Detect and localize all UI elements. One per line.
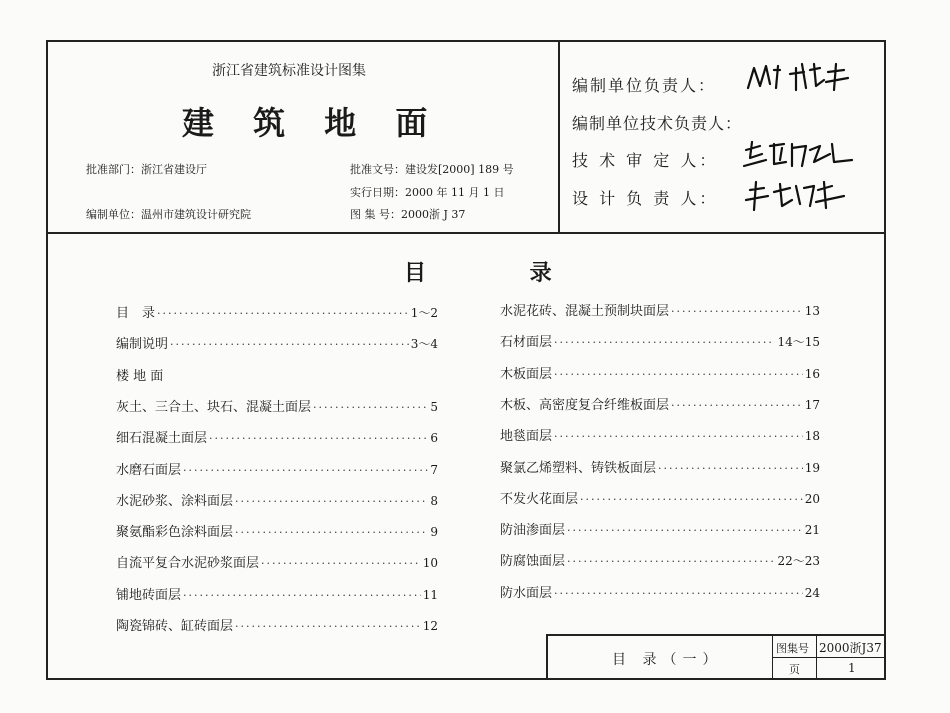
toc-entry-page: 7	[430, 462, 438, 477]
toc-leader-dots	[235, 526, 428, 539]
header-divider	[48, 232, 884, 234]
title-block-hline	[772, 657, 884, 658]
toc-entry-page: 17	[804, 397, 820, 412]
toc-entry	[116, 615, 438, 634]
toc-entry-page: 13	[804, 304, 820, 318]
role-unit-head: 编制单位负责人：	[572, 76, 717, 95]
toc-entry-label: 不发火花面层	[500, 491, 579, 507]
toc-entry-page: 11	[422, 587, 438, 602]
toc-leader-dots	[554, 336, 775, 349]
toc-entry	[500, 300, 820, 319]
toc-entry-label: 防腐蚀面层	[500, 554, 566, 570]
toc-entry-page: 18	[804, 429, 820, 444]
atlas-number: 图 集 号：2000浙 J 37	[350, 208, 466, 221]
toc-leader-dots	[157, 307, 409, 320]
page-title: 建 筑 地 面	[182, 104, 442, 142]
toc-entry-page: 20	[804, 491, 820, 506]
toc-entry	[500, 582, 820, 601]
toc-leader-dots	[658, 462, 803, 475]
toc-entry-label: 自流平复合水泥砂浆面层	[116, 556, 260, 572]
toc-entry-label: 细石混凝土面层	[116, 431, 208, 447]
toc-leader-dots	[567, 524, 803, 537]
toc-entry-page: 14～15	[777, 335, 820, 350]
toc-entry	[500, 519, 820, 538]
signature-unit-head	[740, 58, 860, 98]
series-title: 浙江省建筑标准设计图集	[212, 63, 366, 79]
page-value: 1	[848, 661, 856, 675]
toc-entry-label: 木板面层	[500, 366, 553, 382]
toc-entry	[500, 363, 820, 382]
toc-entry-page: 21	[804, 523, 820, 538]
toc-entry	[500, 488, 820, 507]
toc-entry	[500, 457, 820, 476]
toc-entry-label: 铺地砖面层	[116, 587, 182, 603]
role-tech-head: 编制单位技术负责人：	[572, 114, 743, 133]
toc-entry-label: 水泥花砖、混凝土预制块面层	[500, 304, 670, 319]
sheet-title: 目 录（一）	[612, 652, 723, 668]
toc-entry-label: 石材面层	[500, 335, 553, 351]
toc-leader-dots	[580, 493, 803, 506]
toc-entry-label: 灰土、三合土、块石、混凝土面层	[116, 399, 312, 415]
toc-leader-dots	[671, 305, 803, 318]
toc-entry	[116, 333, 438, 352]
role-reviewer: 技 术 审 定 人：	[572, 151, 719, 170]
toc-leader-dots	[554, 368, 803, 381]
toc-entry-page: 8	[430, 493, 438, 508]
approval-dept: 批准部门：浙江省建设厅	[86, 163, 207, 176]
toc-entry-page: 3～4	[410, 337, 438, 352]
toc-entry-label: 编制说明	[116, 337, 169, 353]
toc-entry	[500, 425, 820, 444]
signature-reviewer	[740, 136, 860, 176]
toc-entry-label: 聚氨酯彩色涂料面层	[116, 525, 234, 541]
toc-entry	[116, 459, 438, 478]
toc-entry-label: 楼 地 面	[116, 368, 164, 384]
toc-leader-dots	[183, 464, 428, 477]
effective-date: 实行日期：2000 年 11 月 1 日	[350, 186, 505, 199]
toc-entry-page: 5	[430, 399, 438, 414]
toc-entry-page: 19	[804, 460, 820, 475]
approval-doc: 批准文号：建设发[2000] 189 号	[350, 163, 514, 176]
toc-leader-dots	[261, 557, 421, 570]
toc-entry-label: 目 录	[116, 306, 156, 321]
toc-entry	[116, 584, 438, 603]
toc-leader-dots	[170, 338, 409, 351]
toc-entry	[116, 365, 438, 384]
toc-leader-dots	[235, 495, 428, 508]
toc-entry	[500, 394, 820, 413]
toc-leader-dots	[671, 399, 803, 412]
toc-title: 目 录	[404, 260, 600, 286]
toc-entry-page: 24	[804, 585, 820, 600]
toc-leader-dots	[567, 555, 775, 568]
toc-entry	[116, 521, 438, 540]
toc-entry-label: 防油渗面层	[500, 523, 566, 539]
header-vertical-divider	[558, 42, 560, 233]
atlas-value: 2000浙J37	[819, 641, 882, 655]
toc-leader-dots	[554, 430, 803, 443]
toc-entry-label: 地毯面层	[500, 429, 553, 445]
compiler: 编制单位：温州市建筑设计研究院	[86, 208, 251, 221]
toc-entry	[500, 331, 820, 350]
toc-entry-label: 防水面层	[500, 585, 553, 601]
toc-entry-page: 16	[804, 366, 820, 381]
toc-entry-label: 陶瓷锦砖、缸砖面层	[116, 619, 234, 634]
signature-designer	[740, 176, 860, 218]
page-label: 页	[789, 663, 800, 676]
toc-entry	[116, 302, 438, 321]
toc-entry-page: 12	[422, 619, 438, 633]
toc-entry-label: 水泥砂浆、涂料面层	[116, 493, 234, 509]
toc-entry-label: 聚氯乙烯塑料、铸铁板面层	[500, 460, 657, 476]
role-designer: 设 计 负 责 人：	[572, 189, 719, 208]
toc-entry-label: 木板、高密度复合纤维板面层	[500, 397, 670, 413]
toc-leader-dots	[209, 432, 428, 445]
toc-entry-label: 水磨石面层	[116, 462, 182, 478]
toc-entry-page: 1～2	[410, 306, 438, 320]
toc-entry	[116, 396, 438, 415]
toc-entry	[116, 552, 438, 571]
atlas-label: 图集号	[776, 642, 809, 655]
toc-entry	[116, 490, 438, 509]
toc-entry-page: 10	[422, 556, 438, 571]
toc-leader-dots	[554, 587, 803, 600]
toc-entry	[116, 427, 438, 446]
toc-leader-dots	[313, 401, 428, 414]
toc-entry	[500, 550, 820, 569]
toc-leader-dots	[235, 620, 421, 633]
toc-entry-page: 22～23	[777, 554, 820, 569]
toc-entry-page: 6	[430, 431, 438, 446]
toc-leader-dots	[183, 589, 421, 602]
toc-entry-page: 9	[430, 525, 438, 540]
